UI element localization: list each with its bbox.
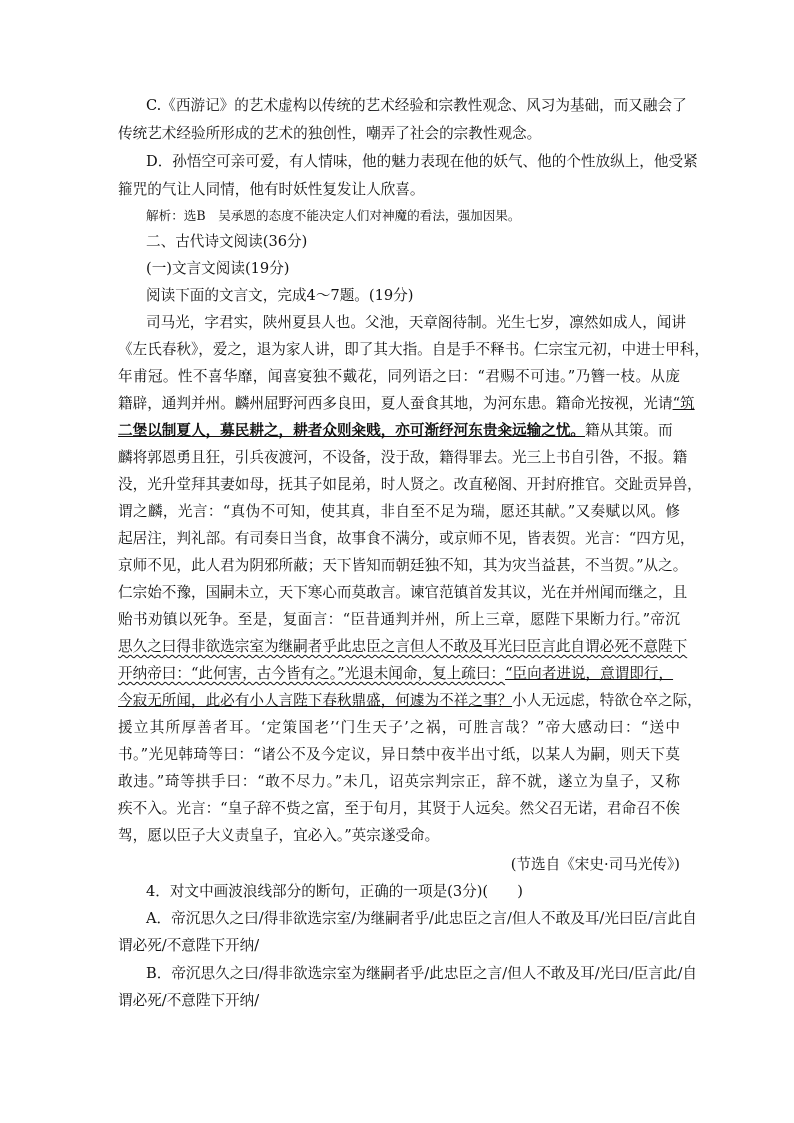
passage-line: 没，光升堂拜其妻如母，抚其子如昆弟，时人贤之。改直秘阁、开封府推官。交趾贡异兽， — [118, 476, 702, 493]
passage-line: 年甫冠。性不喜华靡，闻喜宴独不戴花，同列语之曰：“君赐不可违。”乃簪一枝。从庞 — [118, 368, 680, 385]
option-d-line-2: 箍咒的气让人同情，他有时妖性复发让人欣喜。 — [118, 181, 425, 198]
passage-line: 书。”光见韩琦等曰：“诸公不及今定议，异日禁中夜半出寸纸，以某人为嗣，则天下莫 — [118, 746, 680, 763]
question-stem: 4．对文中画波浪线部分的断句，正确的一项是(3分)( ) — [146, 883, 524, 900]
passage-line: 《左氏春秋》，爱之，退为家人讲，即了其大指。自是手不释书。仁宗宝元初，中进士甲科， — [118, 341, 710, 358]
passage-line: 援立其所厚善者耳。‘定策国老’‘门生天子’之祸，可胜言哉？”帝大感动曰：“送中 — [118, 719, 680, 736]
option-d-line-1: D．孙悟空可亲可爱，有人情味，他的魅力表现在他的妖气、他的个性放纵上，他受紧 — [146, 153, 698, 170]
option-c-line-1: C.《西游记》的艺术虚构以传统的艺术经验和宗教性观念、风习为基础，而又融会了 — [146, 97, 687, 114]
passage-line: 贻书劝镇以死争。至是，复面言：“臣昔通判并州，所上三章，愿陛下果断力行。”帝沉 — [118, 611, 680, 628]
passage-line: 京师不见，此人君为阴邪所蔽；天下皆知而朝廷独不知，其为灾当益甚，不当贺。”从之。 — [118, 557, 688, 574]
underlined-segment: 今寂无所闻，此必有小人言陛下春秋鼎盛，何遽为不祥之事？ — [118, 692, 513, 709]
passage-line: 麟将郭恩勇且狂，引兵夜渡河，不设备，没于敌，籍得罪去。光三上书自引咎，不报。籍 — [118, 449, 688, 466]
passage-text: 籍辟，通判并州。麟州屈野河西多良田，夏人蚕食其地，为河东患。籍命光按视，光请 — [118, 395, 673, 412]
passage-text: 小人无远虑，特欲仓卒之际， — [512, 692, 702, 709]
reading-instruction: 阅读下面的文言文，完成4～7题。(19分) — [146, 287, 414, 304]
passage-line — [118, 421, 680, 441]
passage-line: 驾，愿以臣子大义责皇子，宜必入。”英宗遂受命。 — [118, 827, 440, 844]
option-c-line-2: 传统艺术经验所形成的艺术的独创性，嘲弄了社会的宗教性观念。 — [118, 125, 542, 142]
passage-line — [118, 664, 680, 684]
passage-line — [118, 394, 695, 414]
passage-text: 籍从其策。而 — [585, 422, 673, 439]
passage-line: 仁宗始不豫，国嗣未立，天下寒心而莫敢言。谏官范镇首发其议，光在并州闻而继之，且 — [118, 584, 688, 601]
subsection-heading: (一)文言文阅读(19分) — [146, 260, 290, 277]
passage-line: 敢违。”琦等拱手曰：“敢不尽力。”未几，诏英宗判宗正，辞不就，遂立为皇子，又称 — [118, 773, 680, 790]
option-b-line-1: B．帝沉思久之曰/得非欲选宗室为继嗣者乎/此忠臣之言/但人不敢及耳/光曰/臣言此/自 — [146, 965, 698, 982]
wavy-underlined-segment: 开纳帝曰：“此何害，古今皆有之。”光退未闻命，复上疏曰： — [118, 665, 506, 682]
passage-line — [118, 691, 702, 711]
passage-source: (节选自《宋史·司马光传》) — [510, 856, 680, 873]
underlined-segment: “筑 — [672, 395, 695, 412]
option-a-line-1: A．帝沉思久之曰/得非欲选宗室/为继嗣者乎/此忠臣之言/但人不敢及耳/光曰臣/言此自 — [146, 910, 697, 927]
passage-line: 起居注，判礼部。有司奏日当食，故事食不满分，或京师不见，皆表贺。光言：“四方见， — [118, 530, 695, 547]
passage-line: 司马光，字君实，陕州夏县人也。父池，天章阁待制。光生七岁，凛然如成人，闻讲 — [146, 314, 686, 331]
underlined-segment: “臣向者进说，意谓即行， — [505, 665, 674, 682]
passage-line: 疾不入。光言：“皇子辞不赀之富，至于旬月，其贤于人远矣。然父召无诺，君命召不俟 — [118, 800, 681, 817]
option-a-line-2: 谓必死/不意陛下开纳/ — [118, 937, 260, 954]
option-b-line-2: 谓必死/不意陛下开纳/ — [118, 992, 260, 1009]
passage-line: 谓之麟，光言：“真伪不可知，使其真，非自至不足为瑞，愿还其献。”又奏赋以风。修 — [118, 503, 680, 520]
wavy-underlined-line: 思久之曰得非欲选宗室为继嗣者乎此忠臣之言但人不敢及耳光曰臣言此自谓必死不意陛下 — [118, 638, 688, 655]
section-heading: 二、古代诗文阅读(36分) — [146, 233, 308, 250]
analysis-text: 解析：选B 吴承恩的态度不能决定人们对神魔的看法，强加因果。 — [146, 208, 521, 223]
underlined-segment: 二堡以制夏人，募民耕之，耕者众则籴贱，亦可渐纾河东贵籴远输之忧。 — [118, 422, 586, 439]
